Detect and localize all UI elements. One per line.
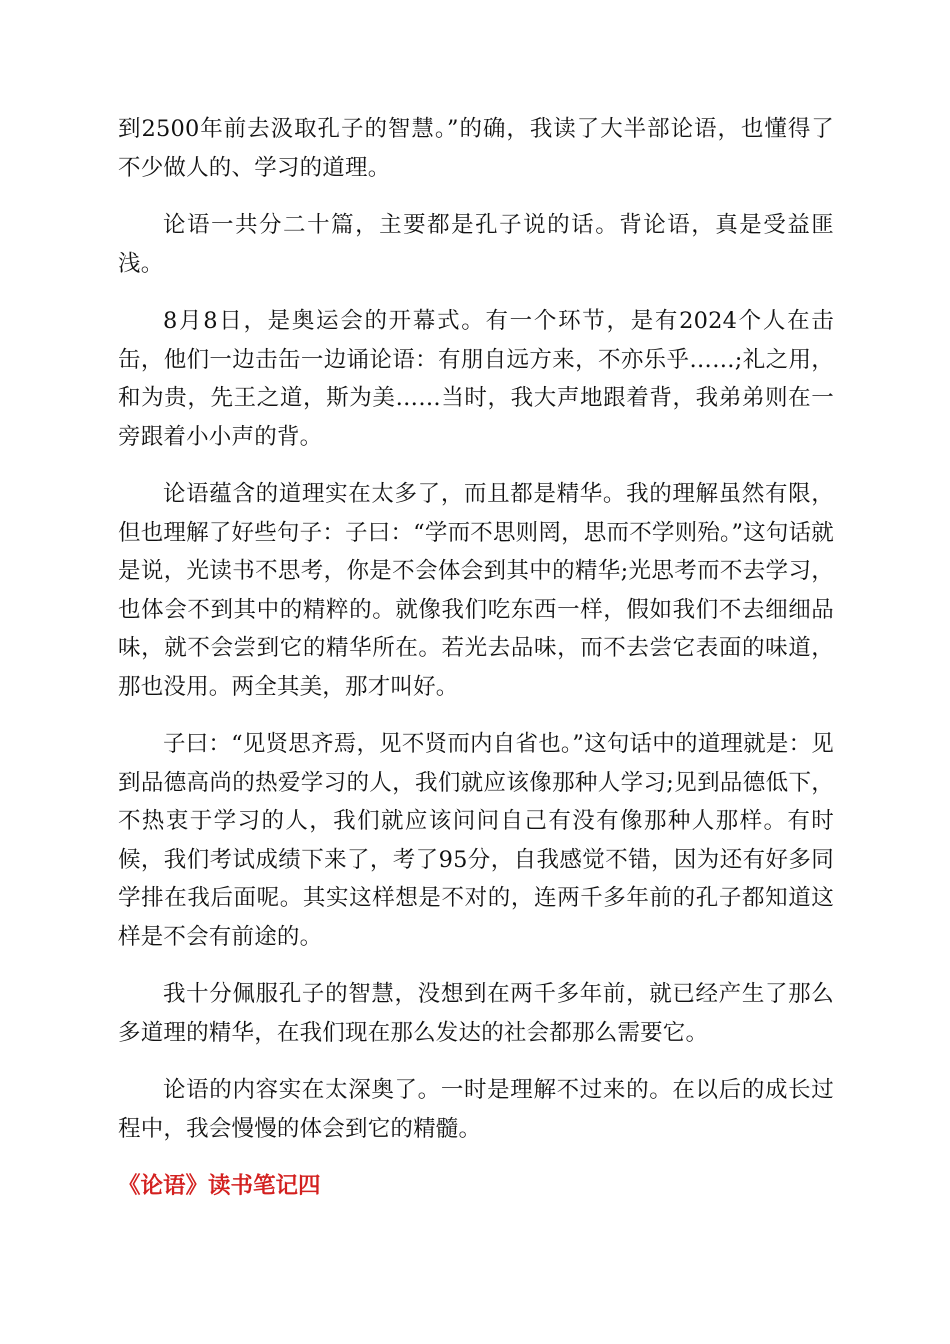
section-heading: 《论语》读书笔记四 xyxy=(118,1173,321,1199)
paragraph: 论语一共分二十篇，主要都是孔子说的话。背论语，真是受益匪浅。 xyxy=(118,212,834,277)
paragraph: 8月8日，是奥运会的开幕式。有一个环节，是有2024个人在击缶，他们一边击缶一边诵论语：有朋自远方来，不亦乐乎……;礼之用，和为贵，先王之道，斯为美……当时，我大声地跟着背，我弟弟则在一旁跟着小小声的背。 xyxy=(118,308,834,450)
paragraph: 我十分佩服孔子的智慧，没想到在两千多年前，就已经产生了那么多道理的精华，在我们现在那么发达的社会都那么需要它。 xyxy=(118,981,834,1046)
paragraph: 子曰：“见贤思齐焉，见不贤而内自省也。”这句话中的道理就是：见到品德高尚的热爱学习的人，我们就应该像那种人学习;见到品德低下，不热衷于学习的人，我们就应该问问自己有没有像那种人那样。有时候，我们考试成绩下来了，考了95分，自我感觉不错，因为还有好多同学排在我后面呢。其实这样想是不对的，连两千多年前的孔子都知道这样是不会有前途的。 xyxy=(118,731,834,950)
paragraph: 论语蕴含的道理实在太多了，而且都是精华。我的理解虽然有限，但也理解了好些句子：子曰：“学而不思则罔，思而不学则殆。”这句话就是说，光读书不思考，你是不会体会到其中的精华;光思考而不去学习，也体会不到其中的精粹的。就像我们吃东西一样，假如我们不去细细品味，就不会尝到它的精华所在。若光去品味，而不去尝它表面的味道，那也没用。两全其美，那才叫好。 xyxy=(118,481,834,700)
paragraph-gap xyxy=(118,706,834,725)
paragraph: 论语的内容实在太深奥了。一时是理解不过来的。在以后的成长过程中，我会慢慢的体会到它的精髓。 xyxy=(118,1077,834,1142)
paragraph-gap xyxy=(118,956,834,975)
paragraph-gap xyxy=(118,1148,834,1167)
document-page xyxy=(118,110,834,1205)
paragraph-continuation: 到2500年前去汲取孔子的智慧。”的确，我读了大半部论语，也懂得了不少做人的、学习的道理。 xyxy=(118,116,834,181)
paragraph-gap xyxy=(118,456,834,475)
paragraph-gap xyxy=(118,187,834,206)
paragraph-gap xyxy=(118,283,834,302)
paragraph-gap xyxy=(118,1052,834,1071)
